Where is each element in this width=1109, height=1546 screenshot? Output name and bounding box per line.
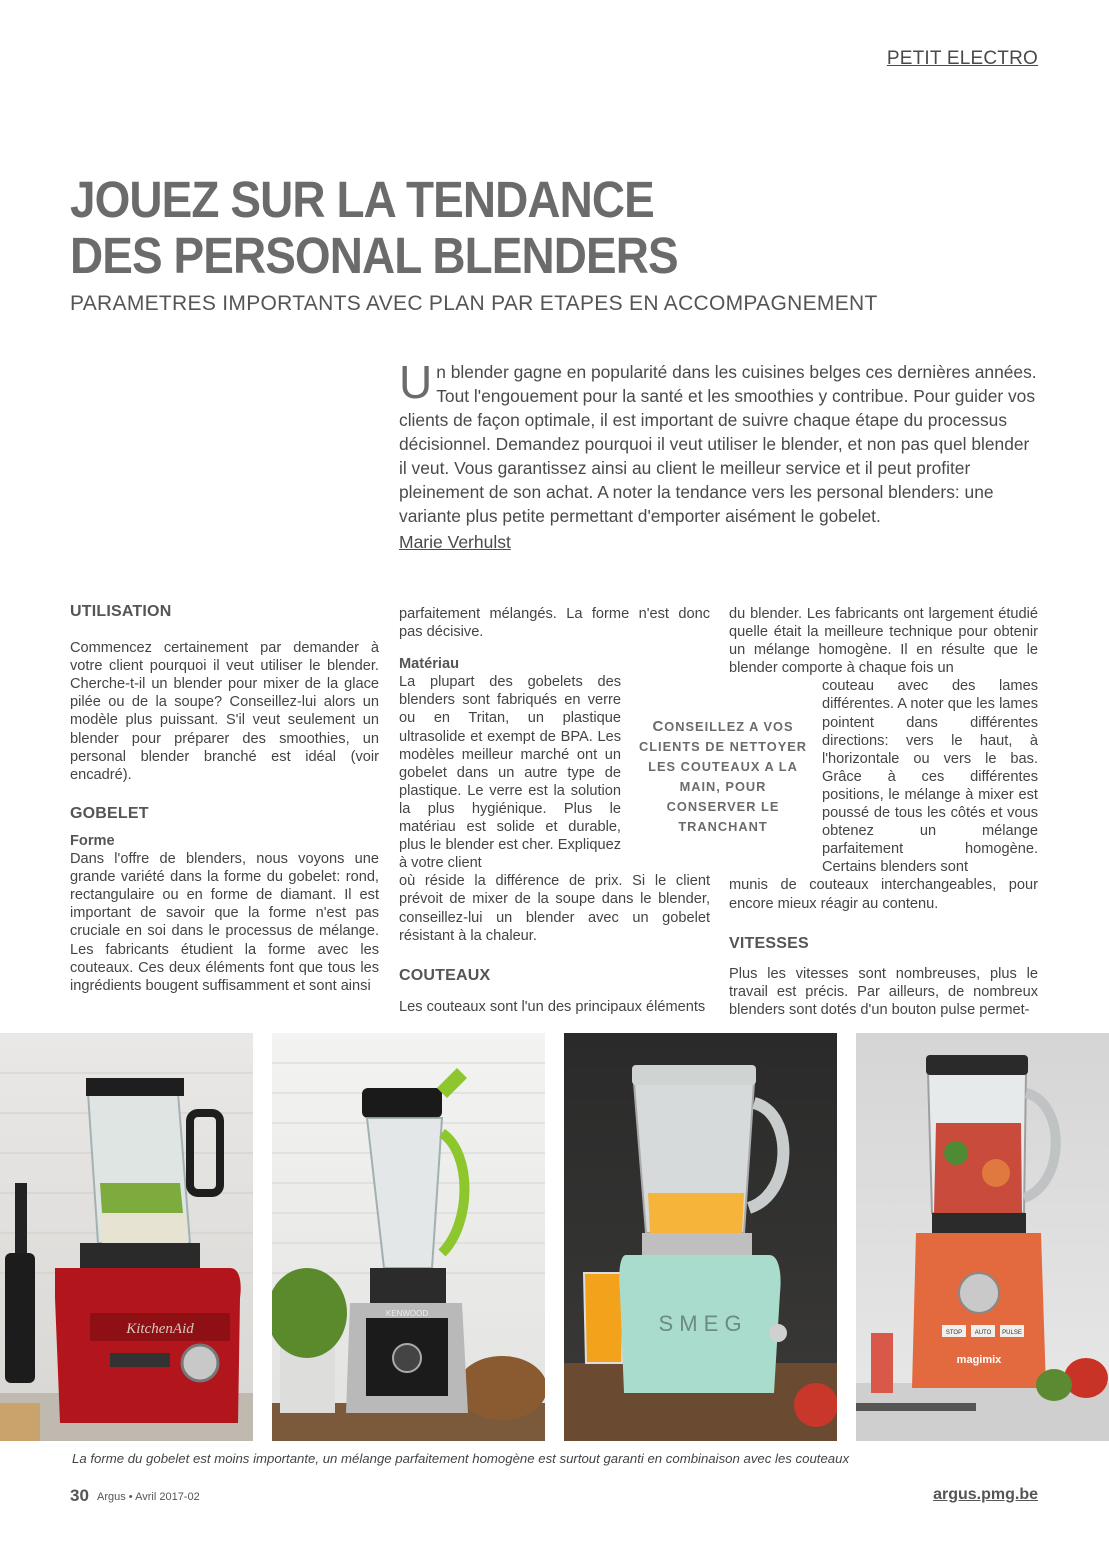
title-line-2: DES PERSONAL BLENDERS [70, 227, 678, 284]
heading-gobelet: GOBELET [70, 804, 149, 822]
kitchenaid-blender-image [0, 1033, 253, 1441]
author-byline[interactable]: Marie Verhulst [399, 532, 511, 552]
paragraph-materiau-end: où réside la différence de prix. Si le client prévoit de mixer de la soupe dans le blender, conseillez-lui un blender avec un gobelet résistant à la chaleur. [399, 873, 710, 944]
heading-couteaux: COUTEAUX [399, 966, 491, 984]
paragraph-materiau: La plupart des gobelets des blenders sont fabriqués en verre ou en Tritan, un plastique ultrasolide et exempt de BPA. Les modèles meilleur marché ont un gobelet dans un autre type de plastique. Le verre est la solution la plus hygiénique. Plus le matériau est solide et durable, plus le blender est cher. Expliquez à votre client [399, 674, 621, 872]
paragraph-forme: Dans l'offre de blenders, nous voyons une grande variété dans la forme du gobelet: rond, rectangulaire ou en forme de diamant. Il est important de savoir que la forme n'est pas cruciale en soi dans le processus de mélange. Les fabricants étudient la forme avec les couteaux. Ces deux éléments font que tous les ingrédients bougent suffisamment et sont ainsi [70, 851, 379, 994]
drop-cap: U [399, 356, 433, 408]
article-subtitle: PARAMETRES IMPORTANTS AVEC PLAN PAR ETAPES EN ACCOMPAGNEMENT [70, 292, 878, 315]
heading-forme: Forme [70, 832, 115, 849]
kenwood-logo: KENWOOD [385, 1309, 429, 1318]
intro-text: n blender gagne en popularité dans les cuisines belges ces dernières années. Tout l'engouement pour la santé et les smoothies y contribue. Pour guider vos clients de façon optimale, il est important de suivre chaque étape du processus décisionnel. Demandez pourquoi il veut utiliser le blender, et non pas quel blender il veut. Vous garantissez ainsi au client le meilleur service et il peut profiter pleinement de son achat. A noter la tendance vers les personal blenders: une variante plus petite permettant d'emporter aisément le gobelet. [399, 362, 1037, 526]
magimix-logo: magimix [956, 1354, 1002, 1366]
article-title [70, 172, 700, 284]
magimix-blender-image [856, 1033, 1109, 1441]
pull-quote-text: ONSEILLEZ A VOS CLIENTS DE NETTOYER LES COUTEAUX A LA MAIN, POUR CONSERVER LE TRANCHANT [638, 719, 808, 834]
smeg-blender-image [564, 1033, 837, 1441]
photo-magimix-blender [856, 1033, 1109, 1441]
intro-paragraph [399, 356, 1039, 528]
paragraph-couteaux-continued: du blender. Les fabricants ont largement étudié quelle était la meilleure technique pour obtenir un mélange homogène. Il en résulte que le blender comporte à chaque fois un [729, 606, 1038, 677]
heading-utilisation: UTILISATION [70, 603, 172, 620]
heading-vitesses: VITESSES [729, 934, 809, 952]
photo-caption: La forme du gobelet est moins importante, un mélange parfaitement homogène est surtout garanti en combinaison avec les couteaux [72, 1451, 850, 1466]
paragraph-vitesses: Plus les vitesses sont nombreuses, plus le travail est précis. Par ailleurs, de nombreux blenders sont dotés d'un bouton pulse permet- [729, 965, 1038, 1018]
heading-materiau: Matériau [399, 656, 460, 673]
stop-button-label: STOP [945, 1330, 963, 1336]
photo-kitchenaid-blender [0, 1033, 253, 1441]
paragraph-couteaux: Les couteaux sont l'un des principaux éléments [399, 998, 706, 1015]
column-1 [70, 603, 379, 995]
column-3 [729, 605, 1038, 1019]
auto-button-label: AUTO [974, 1330, 992, 1336]
magazine-issue: Argus • Avril 2017-02 [97, 1491, 200, 1503]
photo-kenwood-blender [272, 1033, 545, 1441]
website-link[interactable]: argus.pmg.be [933, 1486, 1038, 1503]
page-number: 30 [70, 1486, 89, 1505]
pull-quote-initial: C [652, 718, 665, 735]
paragraph-forme-continued: parfaitement mélangés. La forme n'est donc pas décisive. [399, 606, 710, 641]
section-label: PETIT ELECTRO [886, 48, 1038, 69]
kenwood-blender-image [272, 1033, 545, 1441]
kitchenaid-logo: KitchenAid [126, 1321, 194, 1337]
photo-smeg-blender [564, 1033, 837, 1441]
paragraph-interchangeables: munis de couteaux interchangeables, pour encore mieux réagir au contenu. [729, 877, 1038, 912]
paragraph-lames: couteau avec des lames différentes. A noter que les lames pointent dans différentes directions: vers le haut, à l'horizontale ou vers le bas. Grâce à ces différentes positions, le mélange à mixer est poussé de tous les côtés et vous obtenez un mélange parfaitement homogène. Certains blenders sont [822, 678, 1038, 876]
paragraph-utilisation: Commencez certainement par demander à votre client pourquoi il veut utiliser le blender. Cherche-t-il un blender pour mixer de la glace pilée ou de la soupe? Conseillez-lui alors un modèle plus puissant. S'il veut seulement un blender pour préparer des smoothies, un personal blender branché est idéal (voir encadré). [70, 640, 379, 783]
title-line-1: JOUEZ SUR LA TENDANCE [70, 171, 654, 228]
pulse-button-label: PULSE [1002, 1330, 1022, 1336]
smeg-logo: S M E G [658, 1311, 742, 1336]
